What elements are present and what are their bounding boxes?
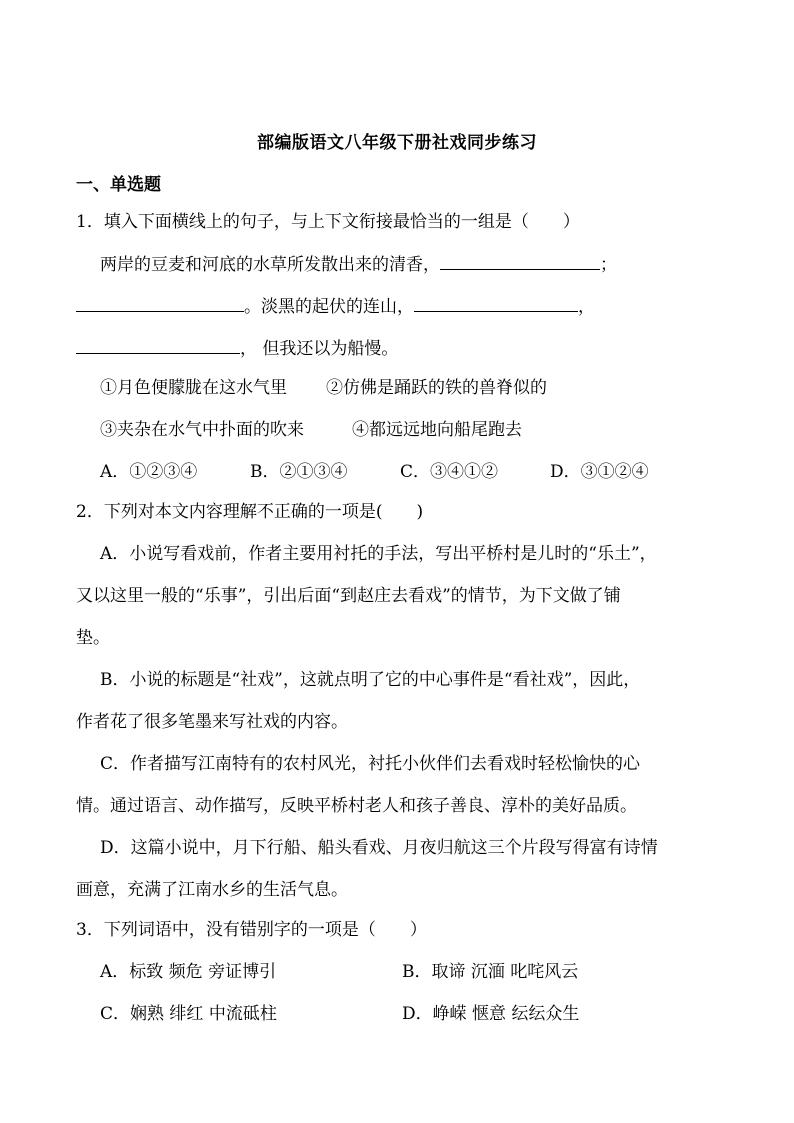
q1-stem: 1．填入下面横线上的句子，与上下文衔接最恰当的一组是（ ） [76, 212, 580, 232]
fill-blank-4 [76, 337, 240, 354]
fill-blank-3 [414, 295, 578, 312]
q1-punct-c: ， [240, 339, 257, 359]
q1-option-c: C．③④①② [400, 462, 499, 482]
q1-punct-b: ， [578, 297, 595, 317]
section-heading: 一、单选题 [76, 175, 161, 195]
q3-option-a: A．标致 频危 旁证博引 [100, 962, 277, 982]
q1-option-a: A．①②③④ [100, 462, 198, 482]
q2-option-a-line2: 又以这里一般的“乐事”，引出后面“到赵庄去看戏”的情节，为下文做了铺 [76, 586, 621, 606]
q1-option-b: B．②①③④ [250, 462, 348, 482]
q1-item-1: ①月色便朦胧在这水气里 [100, 378, 287, 398]
q1-passage-line1 [100, 253, 617, 276]
q1-passage-line2 [76, 295, 595, 318]
q2-stem: 2．下列对本文内容理解不正确的一项是( ) [76, 502, 424, 522]
q1-items-row2 [100, 419, 522, 441]
q2-option-b-line2: 作者花了很多笔墨来写社戏的内容。 [76, 712, 348, 732]
q2-option-d-line2: 画意，充满了江南水乡的生活气息。 [76, 880, 348, 900]
q2-option-b-line1: B．小说的标题是“社戏”，这就点明了它的中心事件是“看社戏”，因此， [100, 670, 641, 690]
q2-option-a-line1: A．小说写看戏前，作者主要用衬托的手法，写出平桥村是儿时的“乐土”， [100, 544, 657, 564]
q2-option-c-line2: 情。通过语言、动作描写，反映平桥村老人和孩子善良、淳朴的美好品质。 [76, 796, 637, 816]
q1-passage-text-a: 两岸的豆麦和河底的水草所发散出来的清香， [100, 255, 440, 275]
q2-option-d-line1: D．这篇小说中，月下行船、船头看戏、月夜归航这三个片段写得富有诗情 [100, 838, 658, 858]
q1-item-2: ②仿佛是踊跃的铁的兽脊似的 [326, 378, 547, 398]
q2-option-c-line1: C．作者描写江南特有的农村风光，衬托小伙伴们去看戏时轻松愉快的心 [100, 754, 641, 774]
q1-punct-a: ； [600, 255, 617, 275]
q3-option-d: D．峥嵘 惬意 纭纭众生 [402, 1004, 580, 1024]
q1-passage-text-b: 。淡黑的起伏的连山， [244, 297, 414, 317]
q3-option-b: B．取谛 沉湎 叱咤风云 [402, 962, 579, 982]
q1-items-row1 [100, 377, 547, 399]
q1-passage-line3 [76, 337, 398, 360]
q1-item-3: ③夹杂在水气中扑面的吹来 [100, 420, 304, 440]
q2-option-a-line3: 垫。 [76, 628, 110, 648]
q3-stem: 3．下列词语中，没有错别字的一项是（ ） [76, 920, 427, 940]
q3-option-c: C．娴熟 绯红 中流砥柱 [100, 1004, 277, 1024]
q1-passage-text-c: 但我还以为船慢。 [262, 339, 399, 359]
q1-item-4: ④都远远地向船尾跑去 [352, 420, 522, 440]
page-title: 部编版语文八年级下册社戏同步练习 [257, 133, 537, 153]
q1-option-d: D．③①②④ [550, 462, 649, 482]
q1-options-row [100, 461, 649, 483]
fill-blank-1 [440, 253, 600, 270]
fill-blank-2 [76, 295, 244, 312]
